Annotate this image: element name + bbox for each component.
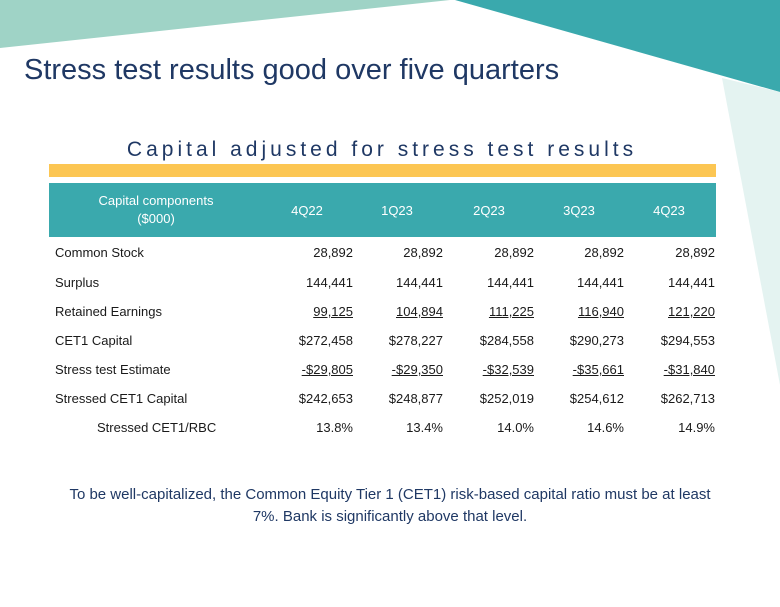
row-value: 14.9% [678, 420, 715, 435]
row-label: Stress test Estimate [55, 362, 171, 377]
row-value: 14.0% [497, 420, 534, 435]
row-value: $284,558 [479, 333, 534, 348]
row-value: $272,458 [298, 333, 353, 348]
header-quarter: 3Q23 [563, 202, 595, 218]
row-value: 14.6% [587, 420, 624, 435]
table-row-stress-test-estimate [49, 362, 716, 382]
header-components-line2: ($000) [137, 211, 175, 226]
row-label: Stressed CET1/RBC [97, 420, 217, 435]
header-quarter: 4Q23 [653, 202, 685, 218]
row-value: $254,612 [569, 391, 624, 406]
row-value: $278,227 [388, 333, 443, 348]
row-value: $262,713 [660, 391, 715, 406]
row-label: Stressed CET1 Capital [55, 391, 188, 406]
row-value: 116,940 [577, 304, 624, 319]
table-row-surplus [49, 275, 716, 295]
row-value: 28,892 [403, 245, 443, 260]
row-value: $242,653 [298, 391, 353, 406]
row-label: Common Stock [55, 245, 144, 260]
footnote: To be well-capitalized, the Common Equity Tier 1 (CET1) risk-based capital ratio must be at least 7%. Bank is significantly above that level. [69, 486, 711, 525]
table-title: Capital adjusted for stress test results [126, 138, 638, 161]
row-value: -$31,840 [663, 362, 715, 377]
slide-title: Stress test results good over five quarters [24, 54, 560, 86]
row-value: -$32,539 [482, 362, 534, 377]
header-quarter: 1Q23 [381, 202, 413, 218]
table-row-stressed-cet1-rbc [49, 420, 716, 440]
table-row-stressed-cet1-capital [49, 391, 716, 411]
header-quarter: 2Q23 [473, 202, 505, 218]
row-value: 144,441 [396, 275, 443, 290]
row-value: $290,273 [569, 333, 624, 348]
table-row-common-stock [49, 245, 716, 265]
header-components-line1: Capital components [98, 193, 214, 208]
gold-divider-bar [49, 164, 716, 177]
row-value: -$35,661 [572, 362, 624, 377]
top-left-green-band [0, 0, 450, 48]
header-capital-components [49, 183, 263, 237]
table-row-retained-earnings [49, 304, 716, 324]
row-value: -$29,350 [391, 362, 443, 377]
row-value: $252,019 [479, 391, 534, 406]
row-label: CET1 Capital [55, 333, 133, 348]
row-value: 28,892 [494, 245, 534, 260]
row-value: 99,125 [313, 304, 353, 319]
row-value: 144,441 [668, 275, 715, 290]
row-value: $248,877 [388, 391, 443, 406]
row-value: 13.8% [316, 420, 353, 435]
row-value: 13.4% [406, 420, 443, 435]
row-value: 104,894 [396, 304, 443, 319]
row-value: 144,441 [577, 275, 624, 290]
right-light-panel [722, 78, 780, 385]
row-value: $294,553 [660, 333, 715, 348]
row-value: 28,892 [584, 245, 624, 260]
row-value: 144,441 [306, 275, 353, 290]
row-value: 28,892 [675, 245, 715, 260]
row-value: 111,225 [488, 304, 534, 319]
header-quarter: 4Q22 [291, 202, 323, 218]
row-value: 121,220 [668, 304, 715, 319]
row-value: 144,441 [487, 275, 534, 290]
row-value: 28,892 [313, 245, 353, 260]
table-row-cet1-capital [49, 333, 716, 353]
row-value: -$29,805 [301, 362, 353, 377]
table-header [49, 183, 716, 237]
row-label: Surplus [55, 275, 100, 290]
row-label: Retained Earnings [55, 304, 162, 319]
